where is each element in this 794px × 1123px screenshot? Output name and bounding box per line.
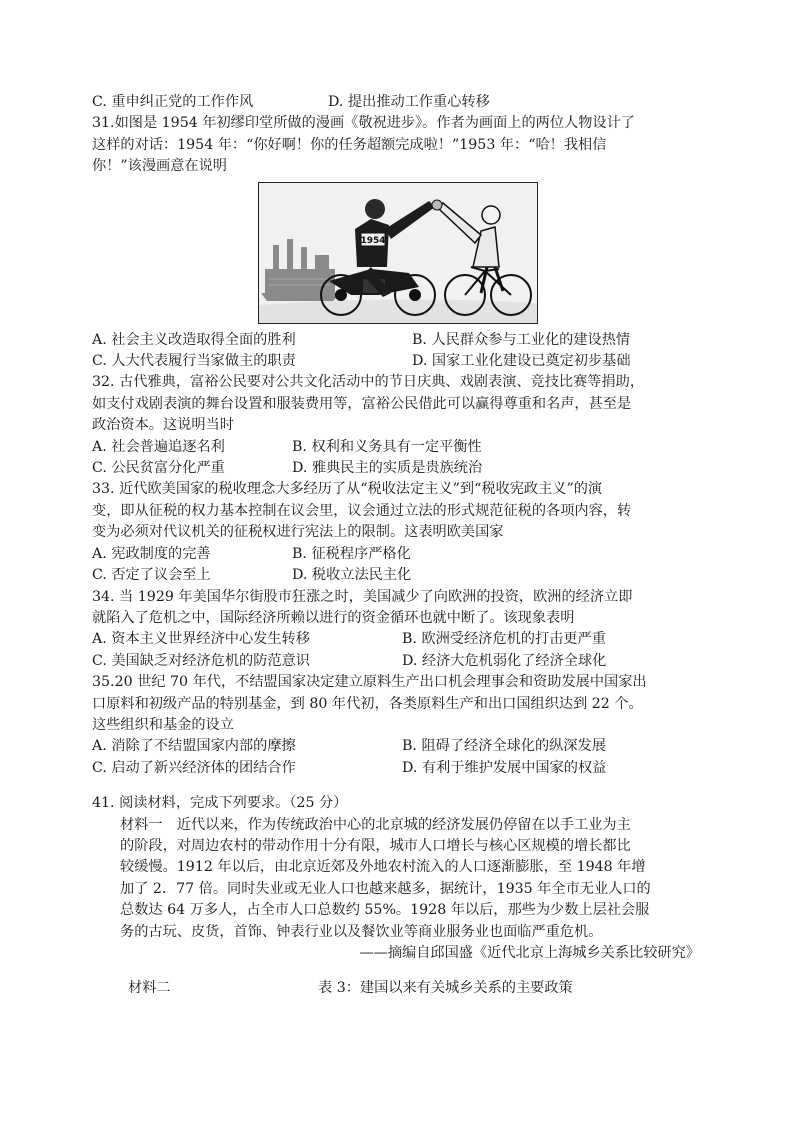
q32-option-c[interactable]: C. 公民贫富分化严重 [92, 460, 225, 477]
q35-stem-line: 35.20 世纪 70 年代，不结盟国家决定建立原料生产出口机会理事会和资助发展中国家出 [92, 674, 647, 691]
q31-option-c[interactable]: C. 人大代表履行当家做主的职责 [92, 353, 296, 370]
q31-option-b[interactable]: B. 人民群众参与工业化的建设热情 [412, 331, 631, 348]
question-41 [92, 793, 704, 1000]
q34-option-c[interactable]: C. 美国缺乏对经济危机的防范意识 [92, 652, 310, 669]
q33-option-d[interactable]: D. 税收立法民主化 [292, 567, 412, 584]
q33-option-a[interactable]: A. 宪政制度的完善 [92, 545, 211, 562]
question-34 [92, 587, 704, 673]
q32-stem-line: 32. 古代雅典，富裕公民要对公共文化活动中的节日庆典、戏剧表演、竞技比赛等捐助， [92, 374, 645, 391]
q31-options-row [92, 351, 704, 372]
material-1-line: 总数达 64 万多人，占全市人口总数约 55%。1928 年以后，那些为少数上层社会服 [120, 902, 650, 919]
q34-options-row [92, 651, 704, 672]
material-2-row [92, 978, 704, 999]
q41-material-1 [92, 815, 704, 943]
question-35 [92, 672, 704, 779]
q34-option-d[interactable]: D. 经济大危机弱化了经济全球化 [402, 652, 607, 669]
q30-option-d[interactable]: D. 提出推动工作重心转移 [328, 94, 490, 110]
q35-options-row [92, 758, 704, 779]
q34-stem-line: 就陷入了危机之中，国际经济所赖以进行的资金循环也就中断了。该现象表明 [92, 609, 575, 626]
q35-stem-line: 口原料和初级产品的特别基金，到 80 年代初，各类原料生产和出口国组织达到 22 个。 [92, 695, 643, 712]
cartoon-1954-label: 1954 [360, 235, 386, 246]
q35-option-c[interactable]: C. 启动了新兴经济体的团结合作 [92, 759, 296, 776]
table-3-title: 表 3：建国以来有关城乡关系的主要政策 [318, 980, 573, 997]
q35-option-a[interactable]: A. 消除了不结盟国家内部的摩擦 [92, 738, 296, 755]
q33-option-b[interactable]: B. 征税程序严格化 [292, 545, 411, 562]
q35-option-d[interactable]: D. 有利于维护发展中国家的权益 [402, 759, 607, 776]
q30-option-c[interactable]: C. 重申纠正党的工作作风 [92, 94, 254, 110]
q33-stem-line: 变，即从征税的权力基本控制在议会里，议会通过立法的形式规范征税的各项内容，转 [92, 502, 632, 519]
material-1-line: 加了 2．77 倍。同时失业或无业人口也越来越多，据统计，1935 年全市无业人口的 [120, 880, 651, 897]
q31-stem-line: 31.如图是 1954 年初缪印堂所做的漫画《敬祝进步》。作者为画面上的两位人物设计了 [92, 115, 635, 132]
q32-stem-line: 如支付戏剧表演的舞台设置和服装费用等，富裕公民借此可以赢得尊重和名声，甚至是 [92, 395, 632, 412]
question-33 [92, 479, 704, 586]
q33-option-c[interactable]: C. 否定了议会至上 [92, 567, 211, 584]
q32-option-a[interactable]: A. 社会普遍追逐名利 [92, 438, 225, 455]
q35-option-b[interactable]: B. 阻碍了经济全球化的纵深发展 [402, 738, 606, 755]
q31-figure-wrap [92, 182, 704, 324]
q32-options-row [92, 437, 704, 458]
q34-stem-line: 34. 当 1929 年美国华尔街股市狂涨之时，美国减少了向欧洲的投资，欧洲的经济立即 [92, 588, 633, 605]
material-1-line: 务的古玩、皮货，首饰、钟表行业以及餐饮业等商业服务业也面临严重危机。 [120, 923, 603, 940]
q32-options-row [92, 458, 704, 479]
material-1-line: 的阶段，对周边农村的带动作用十分有限，城市人口增长与核心区规模的增长都比 [120, 837, 631, 854]
q31-options-row [92, 330, 704, 351]
q41-heading: 41. 阅读材料，完成下列要求。（25 分） [92, 795, 348, 812]
material-2-label: 材料二 [128, 980, 171, 997]
q31-stem-line: 你！”该漫画意在说明 [92, 158, 227, 175]
q34-option-a[interactable]: A. 资本主义世界经济中心发生转移 [92, 631, 310, 648]
q31-option-d[interactable]: D. 国家工业化建设已奠定初步基础 [412, 353, 631, 370]
q31-stem-line: 这样的对话：1954 年：“你好啊！你的任务超额完成啦！”1953 年：“哈！我相信 [92, 136, 607, 153]
exam-page [92, 92, 704, 1000]
cartoon-drawing [259, 183, 537, 323]
cartoon-illustration [258, 182, 538, 324]
q33-stem-line: 变为必须对代议机关的征税权进行宪法上的限制。这表明欧美国家 [92, 524, 504, 541]
question-32 [92, 372, 704, 479]
material-1-source: ——摘编自邱国盛《近代北京上海城乡关系比较研究》 [359, 945, 700, 961]
material-1-line: 较缓慢。1912 年以后，由北京近郊及外地农村流入的人口逐渐膨胀，至 1948 年增 [120, 859, 646, 876]
q35-stem-line: 这些组织和基金的设立 [92, 716, 234, 733]
q34-option-b[interactable]: B. 欧洲受经济危机的打击更严重 [402, 631, 606, 648]
q33-options-row [92, 565, 704, 586]
q34-options-row [92, 629, 704, 650]
q33-options-row [92, 544, 704, 565]
material-1-line: 材料一 近代以来，作为传统政治中心的北京城的经济发展仍停留在以手工业为主 [120, 816, 631, 833]
q32-option-d[interactable]: D. 雅典民主的实质是贵族统治 [292, 460, 483, 477]
q35-options-row [92, 736, 704, 757]
q32-stem-line: 政治资本。这说明当时 [92, 417, 234, 434]
q33-stem-line: 33. 近代欧美国家的税收理念大多经历了从“税收法定主义”到“税收宪政主义”的演 [92, 481, 603, 498]
question-31 [92, 113, 704, 372]
q30-options-row [92, 92, 704, 113]
q31-option-a[interactable]: A. 社会主义改造取得全面的胜利 [92, 331, 296, 348]
q32-option-b[interactable]: B. 权利和义务具有一定平衡性 [292, 438, 482, 455]
